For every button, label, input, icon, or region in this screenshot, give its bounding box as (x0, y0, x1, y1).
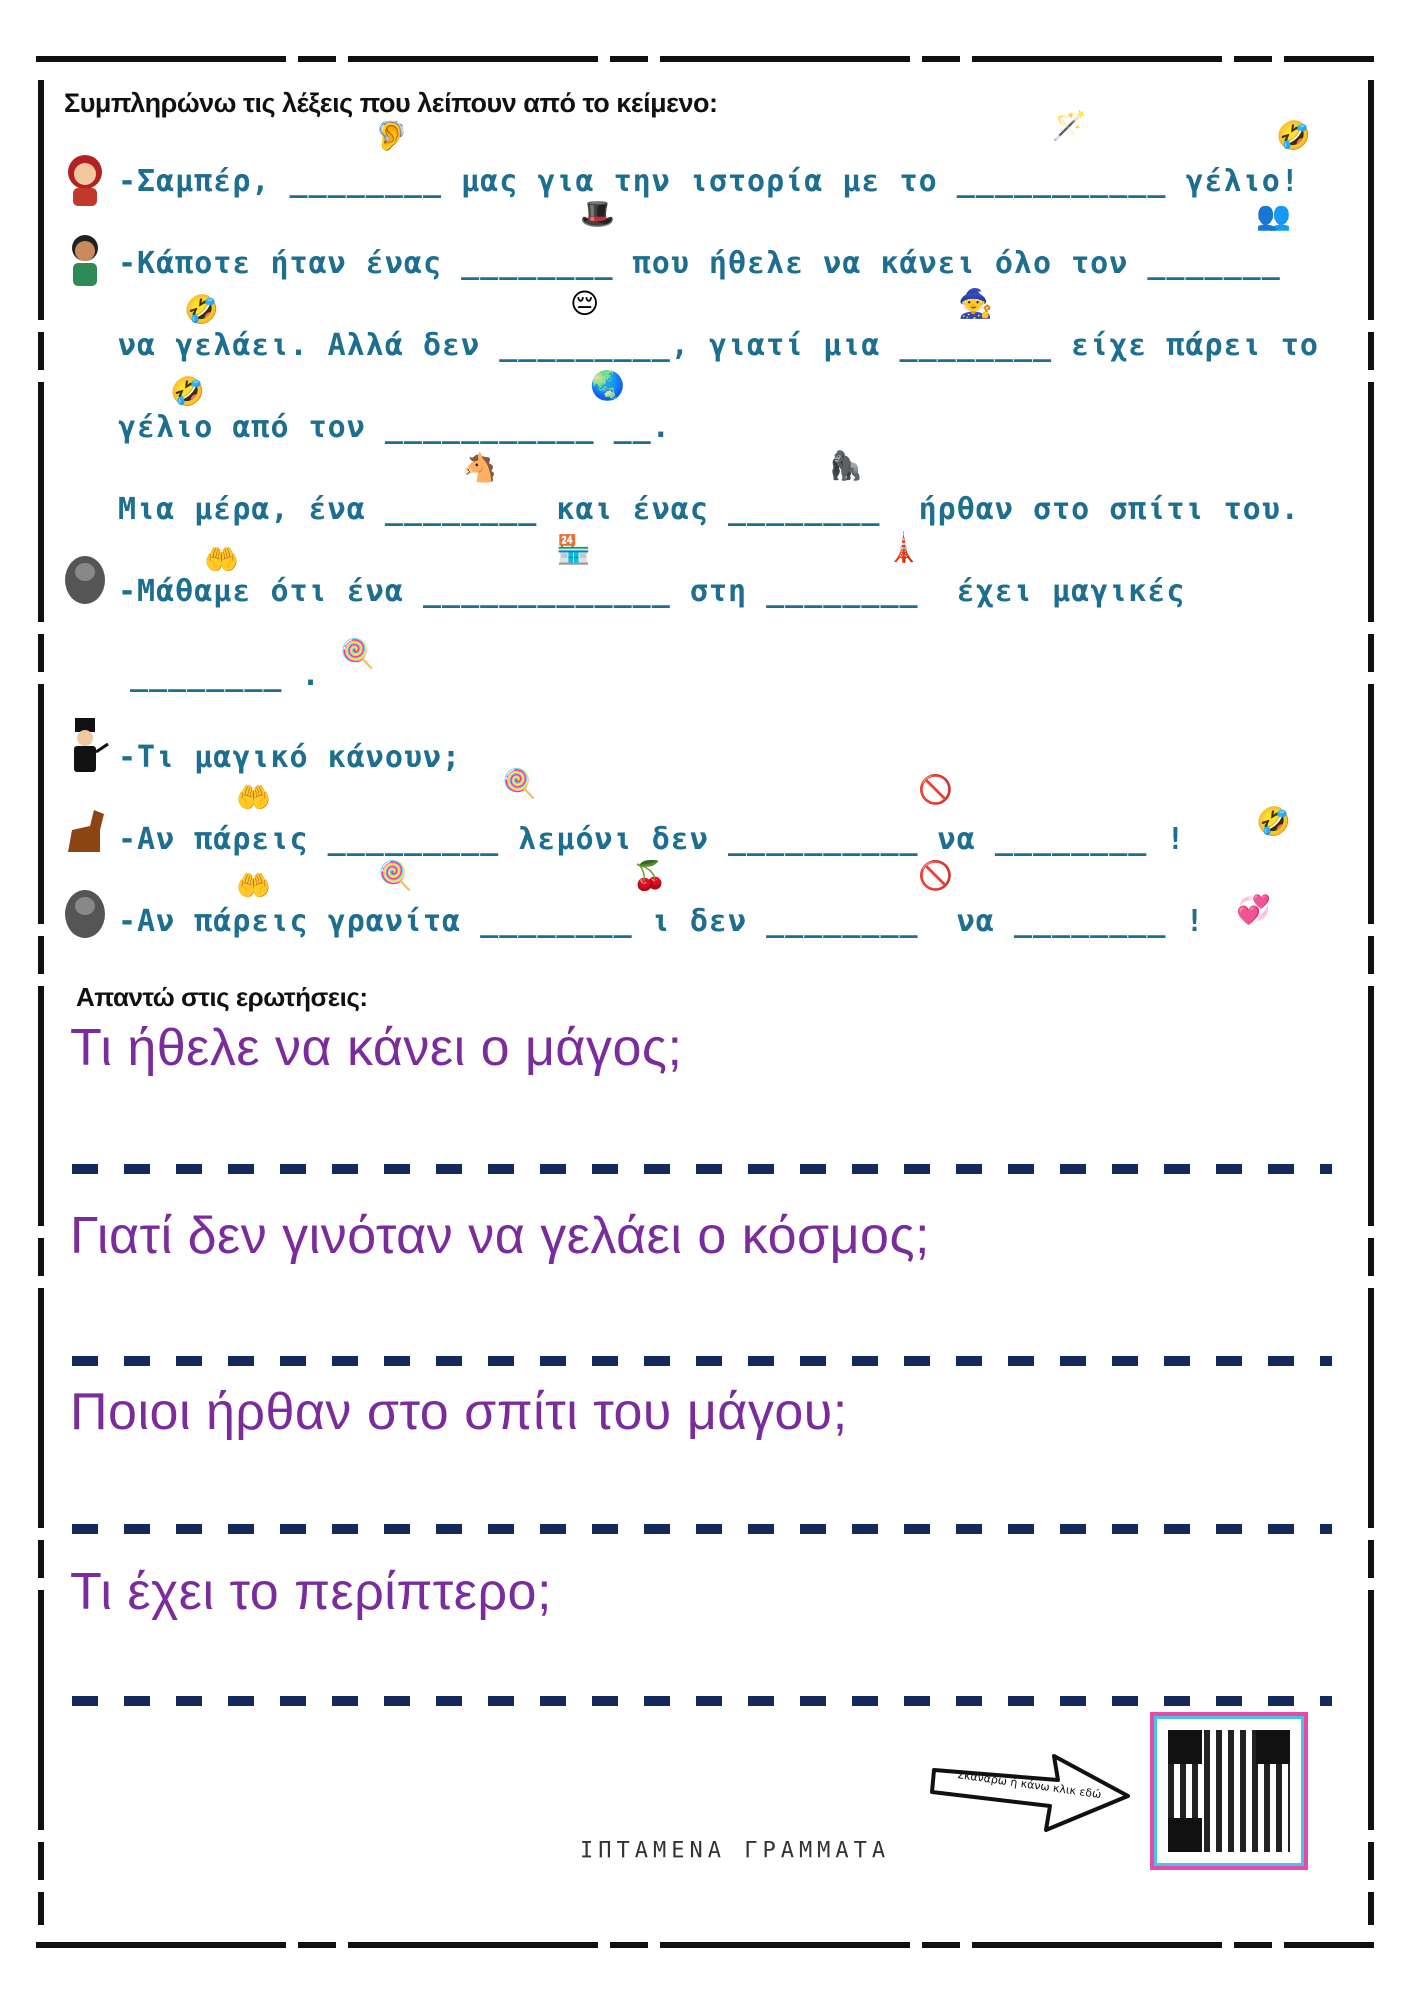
page-border-bottom (36, 1942, 1374, 1948)
eiffel-tower-icon: 🗼 (886, 531, 921, 564)
question-3: Ποιοι ήρθαν στο σπίτι του μάγου; (70, 1383, 848, 1441)
crowd-icon: 👥 (1256, 199, 1291, 232)
laughing-emoji-icon-2: 🤣 (184, 293, 219, 326)
brand-footer: ΙΠΤΑΜΕΝΑ ΓΡΑΜΜΑΤΑ (580, 1838, 891, 1863)
page-border-top (36, 56, 1374, 62)
arrow-icon (928, 1740, 1138, 1836)
magician-icon: 🎩 (580, 197, 615, 230)
page-border-left (38, 80, 44, 1925)
story-line-6: -Μάθαμε ότι ένα _____________ στη ________ έχει μαγικές (118, 574, 1186, 609)
witch-icon: 🧙 (958, 287, 993, 320)
answer-heading: Απαντώ στις ερωτήσεις: (76, 982, 368, 1012)
no-sign-icon-2: 🚫 (918, 859, 953, 892)
sad-emoji-icon: 😔 (570, 287, 600, 320)
story-line-3: να γελάει. Αλλά δεν _________, γιατί μια ________ είχε πάρει το (118, 328, 1319, 363)
qr-code-icon (1168, 1730, 1290, 1852)
story-line-9: -Αν πάρεις _________ λεμόνι δεν __________ να ________ ! (118, 822, 1186, 857)
boy-avatar-icon (60, 232, 110, 288)
hand-icon-2: 🤲 (236, 781, 271, 814)
story-line-5: Μια μέρα, ένα ________ και ένας ________ ήρθαν στο σπίτι του. (118, 492, 1300, 527)
globe-icon: 🌏 (590, 369, 625, 402)
story-line-4: γέλιο από τον ___________ __. (118, 410, 671, 445)
answer-line-2[interactable] (72, 1356, 1332, 1366)
gorilla-icon: 🦍 (828, 449, 863, 482)
answer-line-1[interactable] (72, 1164, 1332, 1174)
question-2: Γιατί δεν γινόταν να γελάει ο κόσμος; (70, 1207, 930, 1265)
hand-icon: 🤲 (204, 543, 239, 576)
kiosk-icon: 🏪 (556, 533, 591, 566)
story-line-1: -Σαμπέρ, ________ μας για την ιστορία με το ___________ γέλιο! (118, 164, 1300, 199)
popsicle-icon: 🍭 (502, 767, 537, 800)
question-1: Τι ήθελε να κάνει ο μάγος; (70, 1019, 683, 1077)
ear-icon: 🦻 (374, 119, 409, 152)
laughing-emoji-icon-4: 🤣 (1256, 805, 1291, 838)
story-line-10: -Αν πάρεις γρανίτα ________ ι δεν ________ να ________ ! (118, 904, 1205, 939)
gorilla-avatar-icon (60, 550, 110, 606)
qr-code-link[interactable] (1150, 1712, 1308, 1870)
horse-avatar-icon (60, 802, 110, 858)
girl-avatar-icon (60, 152, 110, 208)
fill-in-heading: Συμπληρώνω τις λέξεις που λείπουν από το κείμενο: (64, 88, 718, 118)
heart-icon: 💞 (1236, 893, 1271, 926)
cherry-icon: 🍒 (632, 859, 667, 892)
no-sign-icon: 🚫 (918, 773, 953, 806)
story-line-8: -Τι μαγικό κάνουν; (118, 740, 462, 775)
hand-icon-3: 🤲 (236, 869, 271, 902)
story-line-2: -Κάποτε ήταν ένας ________ που ήθελε να κάνει όλο τον _______ (118, 246, 1281, 281)
story-line-7: ________ . (130, 658, 321, 693)
answer-line-4[interactable] (72, 1696, 1332, 1706)
popsicles-icon: 🍭 (340, 637, 375, 670)
popsicle-icon-2: 🍭 (378, 859, 413, 892)
horse-icon: 🐴 (462, 451, 497, 484)
laughing-emoji-icon: 🤣 (1276, 119, 1311, 152)
magician-avatar-icon (60, 718, 110, 774)
laughing-emoji-icon-3: 🤣 (170, 375, 205, 408)
wand-icon: 🪄 (1052, 109, 1087, 142)
arrow-label: Σκανάρω ή κάνω κλικ εδώ (956, 1768, 1103, 1802)
question-4: Τι έχει το περίπτερο; (70, 1563, 552, 1621)
answer-line-3[interactable] (72, 1524, 1332, 1534)
gorilla-avatar-icon-2 (60, 884, 110, 940)
page-border-right (1368, 80, 1374, 1925)
